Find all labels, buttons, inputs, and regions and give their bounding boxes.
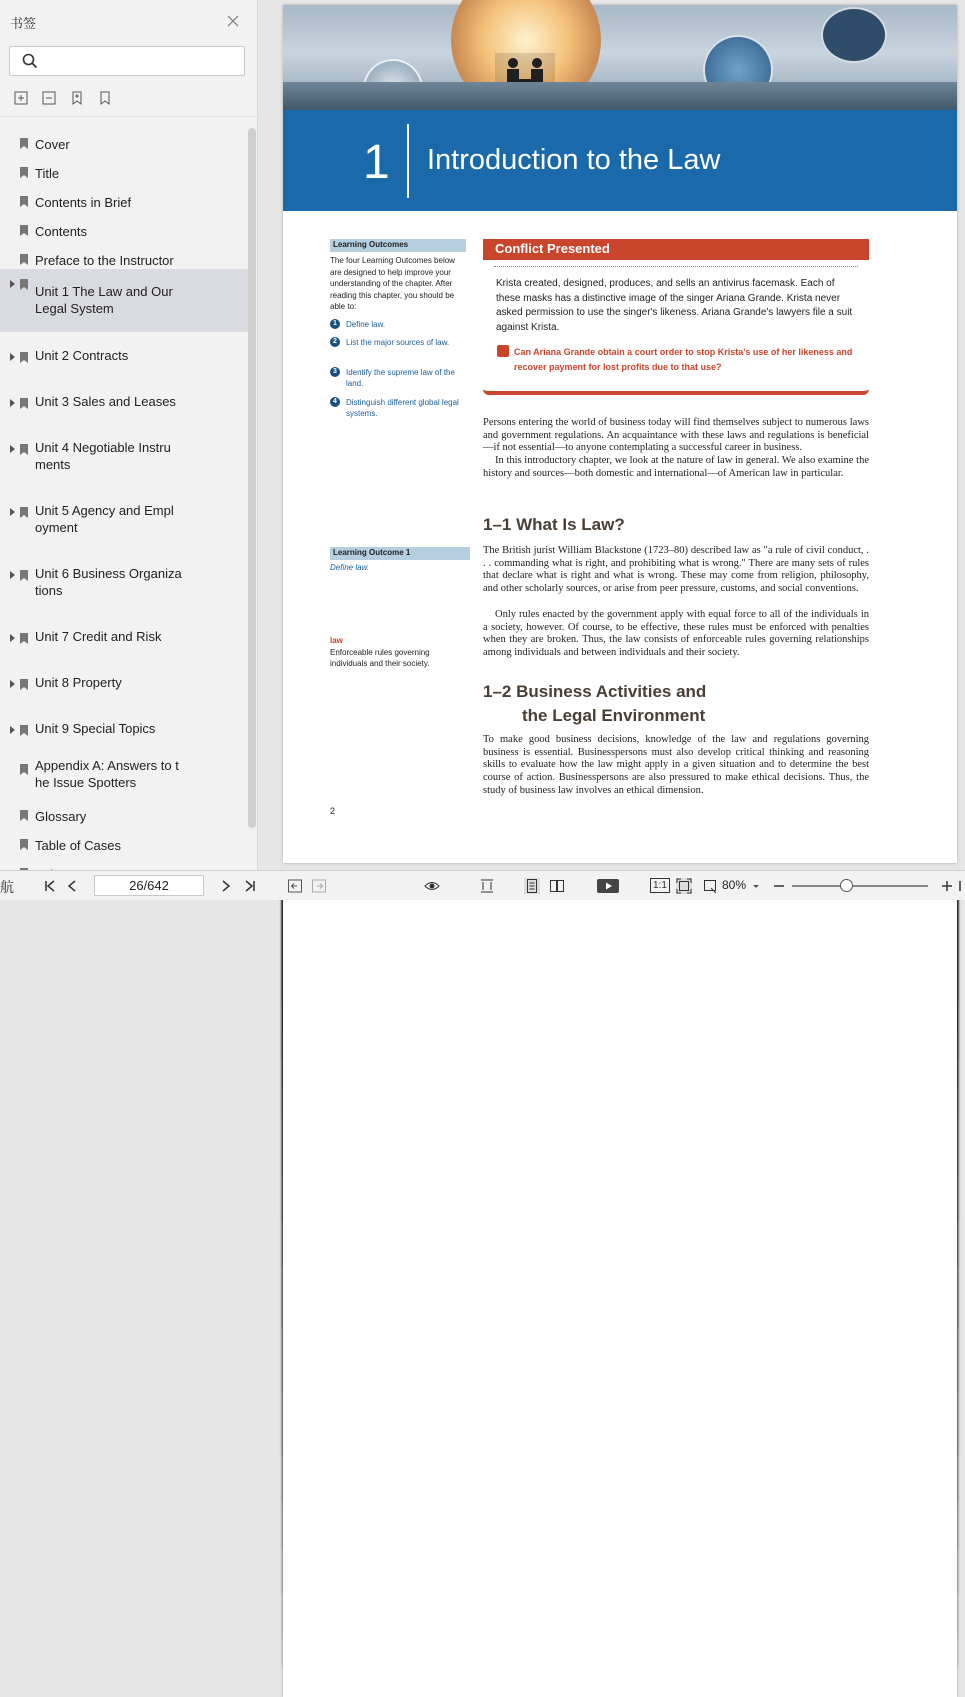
outcome-text: Distinguish different global legal systems. [346, 398, 459, 418]
bookmark-flag-icon [20, 279, 28, 290]
bookmark-list [0, 122, 248, 870]
bookmark-label: Unit 2 Contracts [35, 348, 129, 363]
bookmark-label: Unit 7 Credit and Risk [35, 629, 162, 644]
chapter-title: Introduction to the Law [427, 144, 721, 176]
zoom-level[interactable]: 80% [722, 878, 747, 892]
learning-outcome-1-title: Learning Outcome 1 [330, 547, 470, 560]
bookmark-item[interactable] [0, 215, 248, 243]
outcome-text: Identify the supreme law of the land. [346, 368, 455, 388]
navigation-label[interactable]: 航 [0, 879, 14, 895]
expand-arrow-icon[interactable] [10, 726, 15, 734]
bookmark-item[interactable] [0, 497, 248, 555]
expand-arrow-icon[interactable] [10, 634, 15, 642]
fit-page-icon[interactable] [676, 878, 692, 894]
bookmark-panel [0, 0, 258, 870]
expand-arrow-icon[interactable] [10, 399, 15, 407]
bookmark-label: Unit 1 The Law and Our Legal System [35, 284, 173, 316]
bookmark-item[interactable] [0, 560, 248, 618]
section-paragraph: To make good business decisions, knowledge of the law and regulations governing business is essential. Businesspersons must also develop critical thinking and reasoning skills to evaluate how the law might apply in a given situation and to determine the best course of action. Businesspersons are also pressured to make ethical decisions. Thus, the study of business law involves an ethical dimension. [483, 734, 869, 796]
close-icon[interactable] [226, 14, 240, 28]
previous-page-icon[interactable] [64, 878, 80, 894]
double-page-icon[interactable] [549, 878, 565, 894]
bookmark-search-input[interactable] [9, 46, 245, 76]
bookmark-item[interactable] [0, 157, 248, 185]
learning-outcome-item [330, 367, 470, 391]
bookmark-item[interactable] [0, 128, 248, 156]
section-heading: 1–1 What Is Law? [483, 515, 625, 534]
outcome-number: 3 [330, 367, 340, 377]
bookmark-flag-icon [20, 352, 28, 363]
bookmark-item[interactable] [0, 342, 248, 382]
chapter-banner-image [283, 5, 957, 112]
expand-all-icon[interactable] [14, 91, 28, 105]
zoom-slider-track[interactable] [792, 885, 928, 887]
conflict-presented-body: Krista created, designed, produces, and sells an antivirus facemask. Each of these masks has a distinctive image of the singer Ariana Grande. Krista never asked permission to use the singer's likeness. Ariana Grande's lawyers file a suit against Krista. [496, 278, 853, 333]
bookmark-item[interactable] [0, 829, 248, 857]
zoom-slider-thumb[interactable] [840, 879, 853, 892]
bookmark-label: Appendix A: Answers to t he Issue Spotters [35, 758, 179, 790]
sidebar-scrollbar[interactable] [248, 128, 256, 828]
bookmark-flag-icon [20, 225, 28, 236]
conflict-presented-title: Conflict Presented [483, 239, 869, 260]
expand-arrow-icon[interactable] [10, 571, 15, 579]
glossary-term: law [330, 636, 343, 645]
more-icon[interactable] [958, 878, 965, 894]
bookmark-flag-icon [20, 196, 28, 207]
learning-outcomes-intro: The four Learning Outcomes below are designed to help improve your understanding of the chapter. After reading this chapter, you should be able to: [330, 256, 455, 311]
search-icon [22, 53, 38, 69]
document-bubble [821, 7, 887, 63]
bookmark-flag-icon [20, 633, 28, 644]
bookmark-flag-icon [20, 725, 28, 736]
dotted-divider [494, 266, 858, 267]
bookmark-page [283, 839, 957, 1697]
bookmark-tools [14, 91, 112, 105]
bookmark-label: Title [35, 166, 60, 181]
bookmark-label: Unit 9 Special Topics [35, 721, 156, 736]
bookmark-flag-icon [20, 764, 28, 775]
bookmark-item[interactable] [0, 669, 248, 709]
bookmark-item[interactable] [0, 186, 248, 214]
learning-outcomes-title: Learning Outcomes [330, 239, 466, 252]
bookmark-label: Contents [35, 224, 88, 239]
bookmark-item[interactable] [0, 623, 248, 663]
expand-arrow-icon[interactable] [10, 353, 15, 361]
section-heading: 1–2 Business Activities and [483, 682, 707, 701]
bookmark-item[interactable] [0, 800, 248, 828]
section-paragraph: The British jurist William Blackstone (1723–80) described law as "a rule of civil conduct, . . . commanding what is right, and prohibiting what is wrong." There are many sets of rules that declare what is right and what is wrong. These may come from religion, philosophy, and other scholarly sources, or arise from peer pressure, customs, and social conventions. [483, 545, 869, 595]
zoom-in-icon[interactable] [939, 878, 955, 894]
city-skyline [283, 82, 957, 112]
panel-title: 书签 [10, 16, 37, 31]
expand-arrow-icon[interactable] [10, 280, 15, 288]
last-page-icon[interactable] [242, 878, 258, 894]
learning-outcome-1-text: Define law. [330, 563, 370, 572]
outcome-text: Define law. [346, 320, 386, 329]
bookmark-label: Cover [35, 137, 70, 152]
next-page-icon[interactable] [218, 878, 234, 894]
eye-mode-icon[interactable] [424, 878, 440, 894]
actual-size-button[interactable]: 1:1 [650, 878, 670, 893]
bookmark-label: Glossary [35, 809, 87, 824]
outcome-number: 1 [330, 319, 340, 329]
bookmark-item[interactable] [0, 715, 248, 755]
zoom-dropdown-icon[interactable] [752, 878, 760, 894]
bookmark-flag-icon [20, 679, 28, 690]
bookmark-item[interactable] [0, 434, 248, 492]
fit-width-icon[interactable] [702, 878, 718, 894]
outcome-text: List the major sources of law. [346, 338, 450, 347]
bookmark-item-selected[interactable] [0, 269, 248, 332]
continuous-page-icon[interactable] [524, 878, 540, 894]
bookmark-item[interactable] [0, 244, 248, 272]
intro-paragraph: In this introductory chapter, we look at the nature of law in general. We also examine the history and sources—both domestic and international—of American law in particular. [483, 455, 869, 479]
bookmark-label: Unit 3 Sales and Leases [35, 394, 176, 409]
outcome-number: 2 [330, 337, 340, 347]
bookmark-flag-icon [20, 254, 28, 265]
learning-outcome-item [330, 397, 470, 421]
bookmark-flag-icon [20, 444, 28, 455]
bookmark-label: Contents in Brief [35, 195, 132, 210]
bookmark-flag-icon [20, 138, 28, 149]
conflict-question: Can Ariana Grande obtain a court order to stop Krista's use of her likeness and recover payment for lost profits due to that use? [514, 347, 853, 372]
section-heading-line-2: the Legal Environment [522, 706, 706, 725]
bookmark-flag-icon [20, 167, 28, 178]
bookmark-label: Unit 5 Agency and Empl oyment [35, 503, 174, 535]
page-number: 2 [330, 806, 336, 816]
divider [0, 116, 257, 117]
add-bookmark-icon[interactable] [70, 91, 84, 105]
single-page-icon[interactable] [479, 878, 495, 894]
chapter-separator [407, 124, 409, 198]
bookmark-item[interactable] [0, 754, 248, 796]
outcome-number: 4 [330, 397, 340, 407]
section-paragraph: Only rules enacted by the government apply with equal force to all of the individuals in a society, however. Of course, to be effective, these rules must be enforced with penalties when they are broken. Thus, the law consists of enforceable rules governing relationships among individuals and between individuals and their society. [483, 609, 869, 659]
expand-arrow-icon[interactable] [10, 680, 15, 688]
question-icon [497, 345, 509, 357]
bookmark-label: Unit 4 Negotiable Instru ments [35, 440, 171, 472]
back-icon[interactable] [287, 878, 303, 894]
learning-outcome-item [330, 337, 470, 361]
bookmark-label: Unit 8 Property [35, 675, 122, 690]
expand-arrow-icon[interactable] [10, 445, 15, 453]
collapse-all-icon[interactable] [42, 91, 56, 105]
bottom-toolbar [0, 870, 965, 900]
bookmark-item[interactable] [0, 388, 248, 428]
zoom-out-icon[interactable] [771, 878, 787, 894]
bookmark-label: Table of Cases [35, 838, 121, 853]
intro-paragraph: Persons entering the world of business today will find themselves subject to numerous laws and government regulations. An acquaintance with these laws and regulations is beneficial—if not essential—to anyone contemplating a successful career in business. [483, 417, 869, 454]
chapter-number: 1 [363, 136, 390, 189]
forward-icon[interactable] [311, 878, 327, 894]
bookmark-flag-icon [20, 507, 28, 518]
play-slideshow-icon[interactable] [597, 878, 619, 894]
bookmark-label: Preface to the Instructor [35, 253, 174, 268]
first-page-icon[interactable] [42, 878, 58, 894]
bookmark-flag-icon [20, 570, 28, 581]
learning-outcome-item [330, 319, 470, 331]
bookmark-flag-icon [20, 810, 28, 821]
bookmark-icon[interactable] [98, 91, 112, 105]
bookmark-flag-icon [20, 398, 28, 409]
expand-arrow-icon[interactable] [10, 508, 15, 516]
glossary-definition: Enforceable rules governing individuals and their society. [330, 648, 430, 668]
document-page [283, 5, 957, 863]
conflict-box-bottom [483, 389, 869, 395]
bookmark-label: Unit 6 Business Organiza tions [35, 566, 182, 598]
page-number-input[interactable]: 26/642 [94, 875, 204, 896]
bookmark-flag-icon [20, 839, 28, 850]
